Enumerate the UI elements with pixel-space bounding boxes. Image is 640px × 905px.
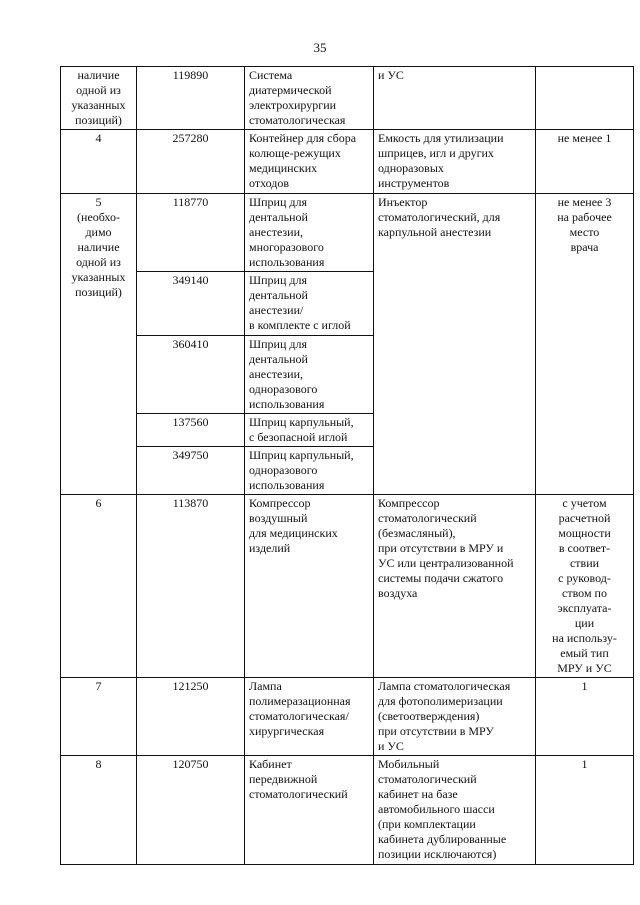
- analog-cell: и УС: [374, 67, 536, 130]
- quantity-cell: с учетом расчетной мощности в соответ- ствии с руковод- ством по эксплуата- ции на использу- емый тип МРУ и УС: [536, 495, 634, 678]
- equipment-name-cell: Система диатермической электрохирургии стоматологическая: [245, 67, 374, 130]
- position-number-cell: 4: [61, 130, 137, 194]
- table-row: [61, 495, 634, 678]
- equipment-name-cell: Шприц для дентальной анестезии, многоразового использования: [245, 194, 374, 272]
- position-number-cell: наличие одной из указанных позиций): [61, 67, 137, 130]
- equipment-name-cell: Шприц карпульный, с безопасной иглой: [245, 414, 374, 447]
- table-row: [61, 67, 634, 130]
- equipment-name-cell: Контейнер для сбора колюще-режущих медицинских отходов: [245, 130, 374, 194]
- equipment-name-cell: Компрессор воздушный для медицинских изделий: [245, 495, 374, 678]
- equipment-table: [60, 66, 634, 865]
- equipment-name-cell: Лампа полимеразационная стоматологическая/ хирургическая: [245, 678, 374, 756]
- code-cell: 257280: [137, 130, 245, 194]
- equipment-name-cell: Шприц для дентальной анестезии, одноразового использования: [245, 336, 374, 414]
- code-cell: 113870: [137, 495, 245, 678]
- analog-cell: Инъектор стоматологический, для карпульной анестезии: [374, 194, 536, 495]
- equipment-name-cell: Шприц карпульный, одноразового использования: [245, 447, 374, 495]
- page-number: 35: [313, 40, 327, 55]
- equipment-name-cell: Шприц для дентальной анестезии/ в комплекте с иглой: [245, 272, 374, 336]
- analog-cell: Емкость для утилизации шприцев, игл и других одноразовых инструментов: [374, 130, 536, 194]
- quantity-cell: не менее 1: [536, 130, 634, 194]
- table-row: [61, 130, 634, 194]
- position-number-cell: 7: [61, 678, 137, 756]
- code-cell: 120750: [137, 756, 245, 865]
- code-cell: 360410: [137, 336, 245, 414]
- position-number-cell: 5 (необхо- димо наличие одной из указанных позиций): [61, 194, 137, 495]
- quantity-cell: не менее 3 на рабочее место врача: [536, 194, 634, 495]
- code-cell: 349750: [137, 447, 245, 495]
- table-row: [61, 194, 634, 272]
- position-number-cell: 8: [61, 756, 137, 865]
- code-cell: 118770: [137, 194, 245, 272]
- position-number-cell: 6: [61, 495, 137, 678]
- analog-cell: Лампа стоматологическая для фотополимеризации (светоотверждения) при отсутствии в МРУ и УС: [374, 678, 536, 756]
- quantity-cell: [536, 67, 634, 130]
- analog-cell: Компрессор стоматологический (безмасляный), при отсутствии в МРУ и УС или централизованной системы подачи сжатого воздуха: [374, 495, 536, 678]
- code-cell: 349140: [137, 272, 245, 336]
- code-cell: 121250: [137, 678, 245, 756]
- quantity-cell: 1: [536, 678, 634, 756]
- table-row: [61, 756, 634, 865]
- code-cell: 137560: [137, 414, 245, 447]
- analog-cell: Мобильный стоматологический кабинет на базе автомобильного шасси (при комплектации кабинета дублированные позиции исключаются): [374, 756, 536, 865]
- quantity-cell: 1: [536, 756, 634, 865]
- code-cell: 119890: [137, 67, 245, 130]
- table-row: [61, 678, 634, 756]
- equipment-name-cell: Кабинет передвижной стоматологический: [245, 756, 374, 865]
